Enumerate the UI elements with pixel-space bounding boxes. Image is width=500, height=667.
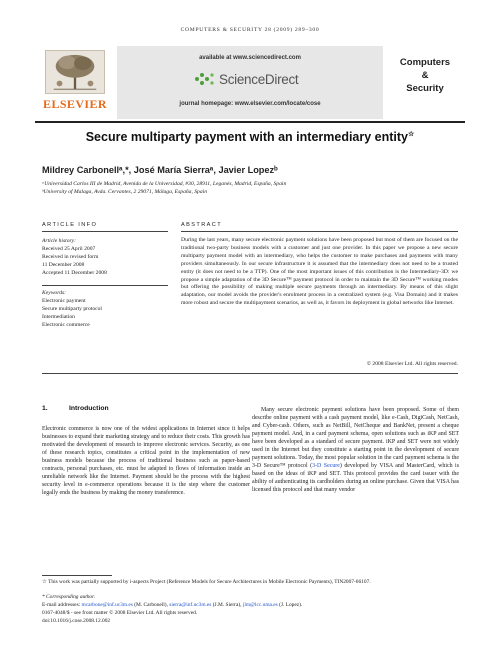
history-item: 11 December 2008 <box>42 262 85 268</box>
keyword-item: Electronic payment <box>42 298 86 304</box>
article-info-rule <box>42 231 168 232</box>
section-number: 1. <box>42 405 48 412</box>
email-link[interactable]: jlm@lcc.uma.es <box>242 602 278 608</box>
sciencedirect-mark-icon <box>193 71 215 87</box>
journal-title-block <box>385 46 465 119</box>
abstract-rule <box>181 231 458 232</box>
funding-text: This work was partially supported by i-aspects Project (Reference Models for Secure Architectures in Mobile Electronic Payments), TIN2007-66107. <box>48 579 371 585</box>
footnote-mark: ☆ <box>42 579 47 585</box>
journal-title-line: & <box>421 70 429 81</box>
running-head: COMPUTERS & SECURITY 28 (2009) 289–300 <box>180 27 320 33</box>
body-paragraph-text: Many secure electronic payment solutions have been proposed. Some of them describe online payment with a cash payment model, like e-Cash, DigiCash, NetCash, and Cyber-cash. Others, such as NetBill, NetCheque and BankNet, present a cheque payment model. And, in a card payment schema, open solutions such as iKP and SET have been developed as a standard of secure payment. iKP and SET were not widely used in the Internet but they constitute a starting point in the development of secure payment solutions. Today, the most popular solution in the card payment schema is the 3-D Secure™ protocol ( <box>252 407 459 469</box>
email-link[interactable]: mcarbone@inf.uc3m.es <box>81 602 133 608</box>
history-item: Accepted 11 December 2008 <box>42 270 107 276</box>
keyword-item: Electronic commerce <box>42 322 90 328</box>
sciencedirect-wordmark: ScienceDirect <box>219 71 299 87</box>
abstract-text: During the last years, many secure electronic payment solutions have been proposed but most of them are focused on the traditional two-party business models with a customer and just one provider. In this paper we propose a new secure multiparty payment model with an intermediary, who helps the customer to make purchases and payments with many providers simultaneously. In our secure infrastructure it is assumed that the intermediary does not need to be a trusted entity (it does not need to be a TTP). One of the most important issues of this contribution is the Intermediary-3D: we propose a simple adaptation of the 3D Secure™ payment protocol in order to maintain the 3D Secure™ working modes but offering the possibility of making multiple secure payments through an intermediary. By means of this slight adaptation, our model avoids the provider's enrolment process in a centralized system (e.g. Visa Domain) and it makes more robust and secure the multipayment scenarios, as well as, it favors its deployment in global networks like Internet. <box>181 237 458 307</box>
reference-link[interactable]: 3-D Secure <box>312 463 340 469</box>
issn-line: 0167-4048/$ - see front matter © 2008 Elsevier Ltd. All rights reserved. <box>42 610 198 616</box>
elsevier-tree-logo-icon <box>45 50 105 94</box>
available-online-text: available at www.sciencedirect.com <box>199 55 301 61</box>
keyword-item: Intermediation <box>42 314 75 320</box>
section-heading <box>42 405 109 412</box>
journal-title-line: Computers <box>399 57 451 68</box>
keywords-label: Keywords: <box>42 290 67 296</box>
sciencedirect-block <box>117 46 383 119</box>
corresponding-author-note: * Corresponding author. <box>42 594 95 600</box>
doi-line[interactable]: doi:10.1016/j.cose.2008.12.002 <box>42 618 111 624</box>
header-rule <box>35 121 465 123</box>
author-list: Mildrey Carbonellᵃ,*, José María Sierraᵃ, Javier Lopezᵇ <box>42 165 278 175</box>
footnote-rule <box>42 575 112 576</box>
journal-header <box>35 46 465 119</box>
email-owner: (J.M. Sierra), <box>211 602 243 608</box>
publisher-logo-block <box>35 46 115 119</box>
article-info-heading: ARTICLE INFO <box>42 222 98 228</box>
email-owner: (J. Lopez). <box>277 602 303 608</box>
journal-homepage-text: journal homepage: www.elsevier.com/locate/cose <box>179 101 321 107</box>
email-link[interactable]: sierra@inf.uc3m.es <box>169 602 212 608</box>
front-matter-rule <box>42 373 458 374</box>
affiliation: ᵃUniversidad Carlos III de Madrid, Avenida de la Universidad, #30, 28911, Leganés, Madrid, España, Spain <box>42 181 287 187</box>
journal-title-line: Security <box>406 83 444 94</box>
body-paragraph-text: ) developed by VISA and MasterCard, which is based on the ideas of iKP and SET. This protocol provides the card issuer with the ability of authenticating its cardholders during an online purchase. Given that VISA has licensed this protocol and that many vendor <box>252 463 459 493</box>
keyword-item: Secure multiparty protocol <box>42 306 102 312</box>
title-footnote-mark: ☆ <box>408 131 415 138</box>
publisher-name: ELSEVIER <box>43 97 107 111</box>
sciencedirect-logo <box>193 71 298 87</box>
article-title-text: Secure multiparty payment with an intermediary entity <box>85 130 409 145</box>
history-label: Article history: <box>42 238 77 244</box>
email-footnote <box>42 602 460 609</box>
email-owner: (M. Carbonell), <box>132 602 170 608</box>
section-title: Introduction <box>69 405 109 412</box>
history-item: Received in revised form <box>42 254 99 260</box>
article-title <box>35 130 465 144</box>
history-item: Received 25 April 2007 <box>42 246 96 252</box>
funding-footnote <box>42 579 460 586</box>
copyright-line: © 2008 Elsevier Ltd. All rights reserved. <box>366 361 458 367</box>
body-column-right <box>252 406 459 494</box>
affiliation: ᵇUniversity of Malaga, Avda. Cervantes, 2 29071, Málaga, España, Spain <box>42 189 208 195</box>
body-column-left: Electronic commerce is now one of the widest applications in Internet since it helps businesses to expand their marketing strategy and to reduce their costs. This growth has motivated the development of research to improve electronic services. Security, as one of these research topics, constitutes a critical point in the implementation of new business models because the process of traditional business such as paper-based contracts, personal purchases, etc. must be adapted to flows of information inside an unreliable network like the Internet. Payment should be the process with the highest security level in e-commerce operations because it is the step where the customer legally ends the business by making the money transference. <box>42 426 250 496</box>
abstract-heading: ABSTRACT <box>181 222 223 228</box>
email-label: E-mail addresses: <box>42 602 82 608</box>
